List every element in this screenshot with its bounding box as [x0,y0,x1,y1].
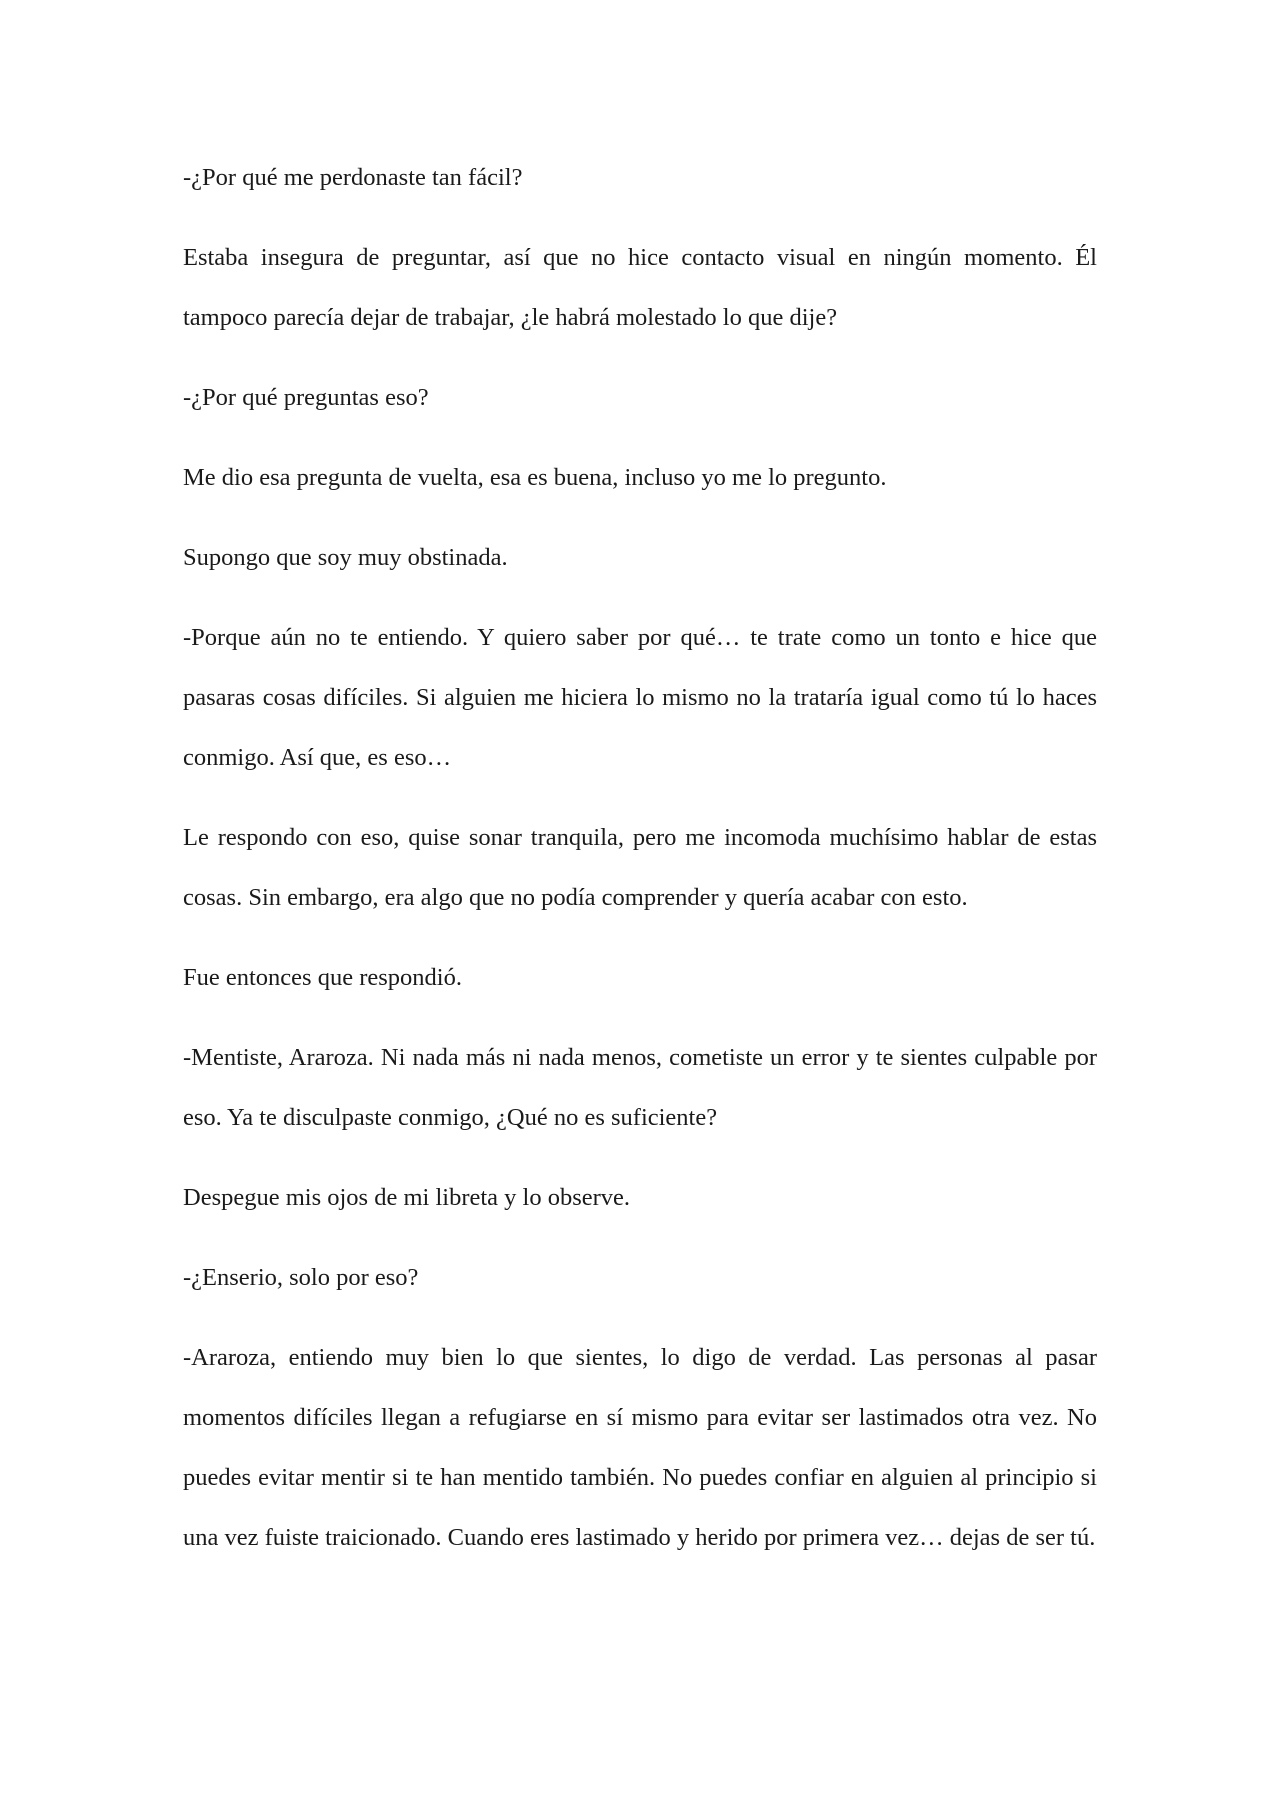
paragraph-11: -¿Enserio, solo por eso? [183,1264,419,1291]
paragraph-5: Supongo que soy muy obstinada. [183,544,508,571]
paragraph-3: -¿Por qué preguntas eso? [183,384,429,411]
paragraph-8: Fue entonces que respondió. [183,964,462,991]
paragraph-9: -Mentiste, Araroza. Ni nada más ni nada menos, cometiste un error y te sientes culpable por eso. Ya te disculpaste conmigo, ¿Qué no es suficiente? [183,1044,1097,1131]
paragraph-7: Le respondo con eso, quise sonar tranquila, pero me incomoda muchísimo hablar de estas cosas. Sin embargo, era algo que no podía comprender y quería acabar con esto. [183,824,1097,911]
paragraph-1: -¿Por qué me perdonaste tan fácil? [183,164,523,191]
paragraph-2: Estaba insegura de preguntar, así que no hice contacto visual en ningún momento. Él tampoco parecía dejar de trabajar, ¿le habrá molestado lo que dije? [183,244,1097,331]
paragraph-4: Me dio esa pregunta de vuelta, esa es buena, incluso yo me lo pregunto. [183,464,887,491]
document-body [183,148,1097,1588]
paragraph-12: -Araroza, entiendo muy bien lo que sientes, lo digo de verdad. Las personas al pasar momentos difíciles llegan a refugiarse en sí mismo para evitar ser lastimados otra vez. No puedes evitar mentir si te han mentido también. No puedes confiar en alguien al principio si una vez fuiste traicionado. Cuando eres lastimado y herido por primera vez… dejas de ser tú. [183,1344,1097,1551]
paragraph-6: -Porque aún no te entiendo. Y quiero saber por qué… te trate como un tonto e hice que pasaras cosas difíciles. Si alguien me hiciera lo mismo no la trataría igual como tú lo haces conmigo. Así que, es eso… [183,624,1097,771]
paragraph-10: Despegue mis ojos de mi libreta y lo observe. [183,1184,631,1211]
